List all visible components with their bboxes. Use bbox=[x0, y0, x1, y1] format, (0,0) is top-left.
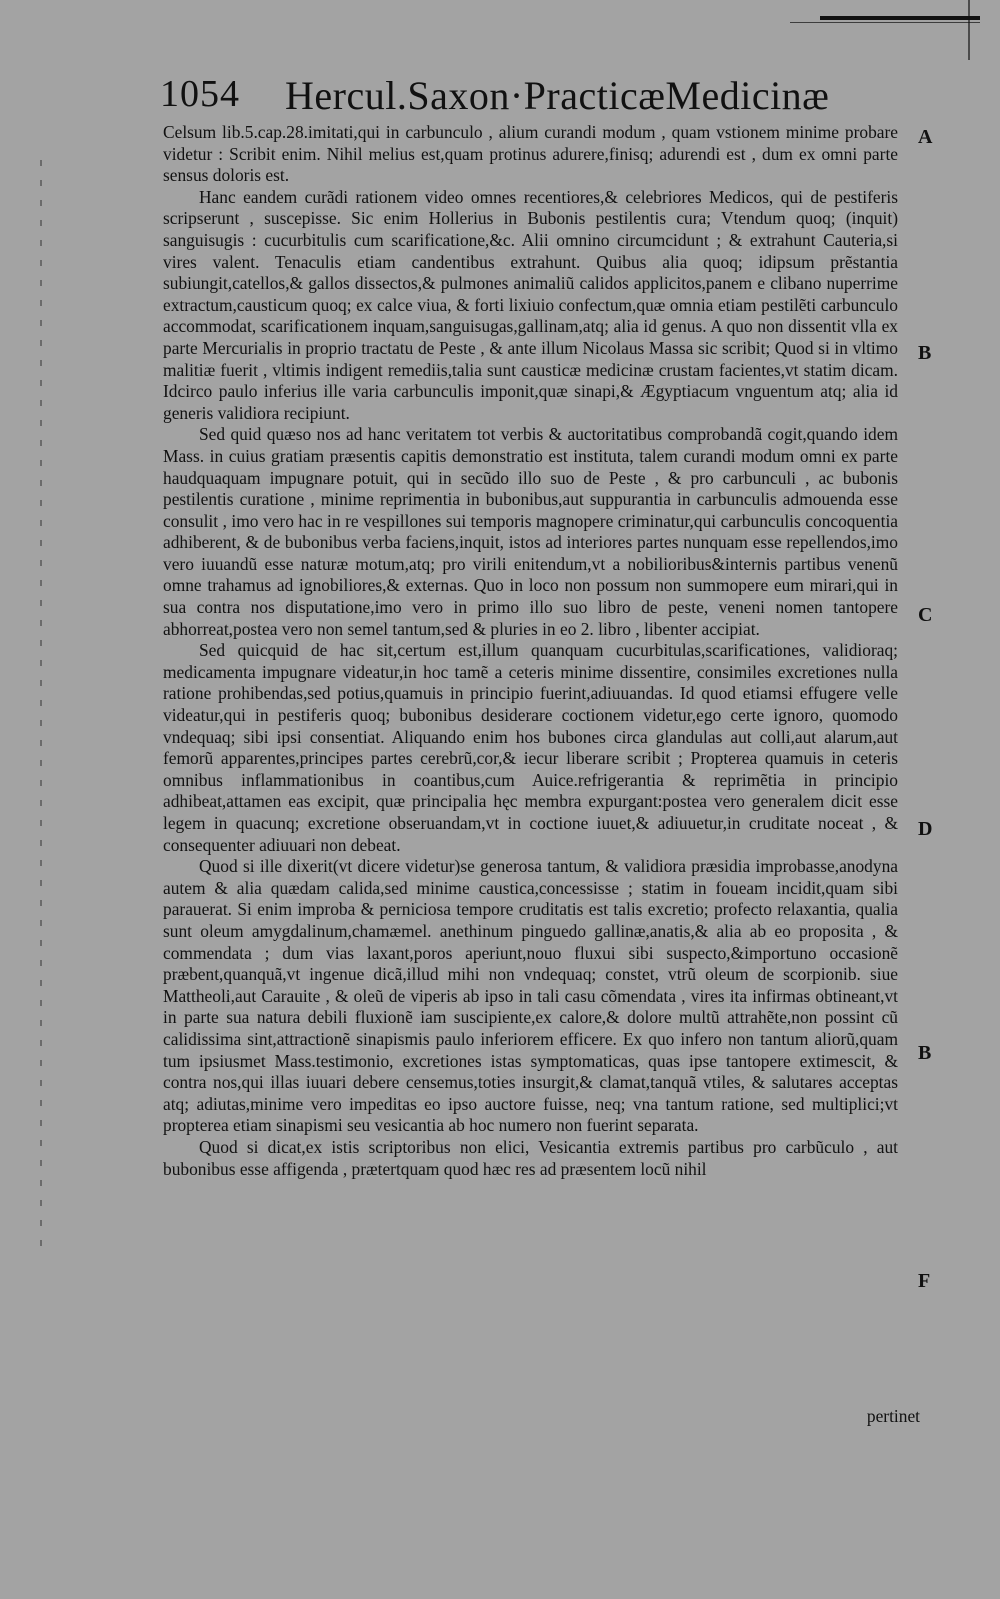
body-text bbox=[163, 122, 898, 1180]
catchword: pertinet bbox=[866, 1406, 920, 1426]
page-number: 1054 bbox=[160, 73, 240, 115]
margin-letter: B bbox=[918, 342, 932, 364]
right-edge-mark bbox=[968, 0, 970, 60]
paragraph-3: Sed quid quæso nos ad hanc veritatem tot verbis & auctoritatibus comprobandã cogit,quando idem Mass. in cuius gratiam præsentis capitis demonstratio est instituta, talem curandi modum omni ex parte haudquaquam impugnare potuit, qui in secũdo illo suo de Peste , & pro carbunculi , ac bubonis pestilentis curatione , minime reprimentia in bubonibus,aut suppurantia in carbunculis admouenda esse consulit , imo vero hac in re vespillones sui temporis magnopere criminatur,qui carbunculis concoquentia adhiberent, & de bubonibus verba faciens,inquit, istos ad interiores partes nunquam esse repellendos,imo vero iuuandũ esse naturæ motum,atq; pro virili enitendum,vt a nobilioribus&internis partibus venenũ omne trahamus ad ignobiliores,& externas. Quo in loco non possum non summopere eum mirari,qui in sua contra nos disputatione,imo vero in primo illo suo libro de peste, veneni nomen tantopere abhorreat,postea vero non semel tantum,sed & pluries in eo 2. libro , libenter accipiat. bbox=[163, 424, 898, 639]
margin-section-letters bbox=[918, 0, 958, 1599]
margin-letter: D bbox=[918, 818, 933, 840]
margin-letter: C bbox=[918, 604, 933, 626]
running-title: Hercul.Saxon·PracticæMedicinæ bbox=[285, 73, 830, 118]
paragraph-4: Sed quicquid de hac sit,certum est,illum quanquam cucurbitulas,scarificationes, validioraq; medicamenta impugnare videatur,in hoc tamẽ a ceteris minime dissentire, consimiles excretiones nulla ratione prohibendas,sed potius,quamuis in principio fuerint,adiuuandas. Id quod etiamsi effugere velle videatur,qui in pestiferis quoq; bubonibus desiderare coctionem videtur,ego certe ignoro, quomodo vndequaq; sibi ipsi consentiat. Aliquando enim hos bubones circa glandulas aut colli,aut alarum,aut femorũ apparentes,principes partes cerebrũ,cor,& iecur liberare scribit ; Propterea quamuis in ceteris omnibus inflammationibus in coantibus,cum Auice.refrigerantia & reprimẽtia in principio adhibeat,attamen eas excipit, quæ principalia hęc membra expurgant:postea vero generalem dicit esse legem in quacunq; excretione obseruandam,vt in coctione iuuet,& adiuuetur,in cruditate noceat , & consequenter adiuuari non debeat. bbox=[163, 640, 898, 855]
paragraph-2: Hanc eandem curãdi rationem video omnes recentiores,& celebriores Medicos, qui de pestiferis scripserunt , suscepisse. Sic enim Hollerius in Bubonis pestilentis cura; Vtendum quoq; (inquit) sanguisugis : cucurbitulis cum scarificatione,&c. Alii omnino circumcidunt ; & extrahunt Cauteria,si vires valent. Tenaculis etiam candentibus extrahunt. Quibus alia quoq; idipsum prẽstantia subiungit,catellos,& gallos dissectos,& pulmones animaliũ calidos applicitos,panem e clibano nuperrime extractum,causticum quoq; ex calce viua, & forti lixiuio confectum,quæ omnia etiam pestilẽti carbunculo accommodat, scarificationem inquam,sanguisugas,gallinam,atq; alia id genus. A quo non dissentit vlla ex parte Mercurialis in proprio tractatu de Peste , & ante illum Nicolaus Massa sic scribit; Quod si in vltimo malitiæ fuerit , vltimis indigent remediis,talia sunt causticæ medicinæ crustam facientes,vt statim dicam. Idcirco paulo inferius ille varia carbunculis imponit,quæ sinapi,& Ægyptiacum vnguentum atq; alia id generis validiora recipiunt. bbox=[163, 186, 898, 423]
margin-letter: A bbox=[918, 126, 933, 148]
paragraph-1: Celsum lib.5.cap.28.imitati,qui in carbunculo , alium curandi modum , quam vstionem minime probare videtur : Scribit enim. Nihil melius est,quam protinus adurere,finisq; adurendi est , dum ex omni parte sensus doloris est. bbox=[163, 122, 898, 186]
paragraph-6: Quod si dicat,ex istis scriptoribus non elici, Vesicantia extremis partibus pro carbũculo , aut bubonibus esse affigenda , prætertquam quod hæc res ad præsentem locũ nihil bbox=[163, 1136, 898, 1179]
margin-letter: B bbox=[918, 1042, 932, 1064]
margin-letter: F bbox=[918, 1270, 931, 1292]
paragraph-5: Quod si ille dixerit(vt dicere videtur)se generosa tantum, & validiora præsidia improbasse,anodyna autem & alia quædam calida,sed minime caustica,concessisse ; statim in foueam incidit,quam sibi parauerat. Si enim improba & perniciosa tempore cruditatis est talis excretio; profecto relaxantia, qualia sunt oleum amygdalinum,chamæmel. anethinum pinguedo gallinæ,anatis,& alia ab eo proposita , & commendata ; dum vias laxant,poros aperiunt,nouo fluxui sibi suspecto,&importuno occasionẽ præbent,quanquã,vt ingenue dicã,illud mihi non vndequaq; constet, vtrũ oleum de scorpionib. siue Mattheoli,aut Carauite , & oleũ de viperis ab ipso in tali casu cõmendata , vires ita infirmas obtineant,vt in parte sua natura debili fluxionẽ iam suscipiente,ex calore,& dolore multũ attrahẽte,non possint cũ calidissima sint,attractionẽ sinapismis paulo inferiorem efficere. Ex quo infero non tantum aliorũ,quam tum ipsiusmet Mass.testimonio, excretiones istas symptomaticas, quas ipse tantopere extimescit, & contra nos,qui illas iuuari debere censemus,toties insurgit,& clamat,tanquã vtiles, & salutares acceptas atq; adiutas,minime vero impeditas eo ipso auctore fuisse, neq; vna tantum ratione, sed multiplici;vt propterea etiam sinapismi seu vesicantia ab hoc numero non fuerint separata. bbox=[163, 856, 898, 1136]
binding-shadow bbox=[40, 160, 42, 1260]
